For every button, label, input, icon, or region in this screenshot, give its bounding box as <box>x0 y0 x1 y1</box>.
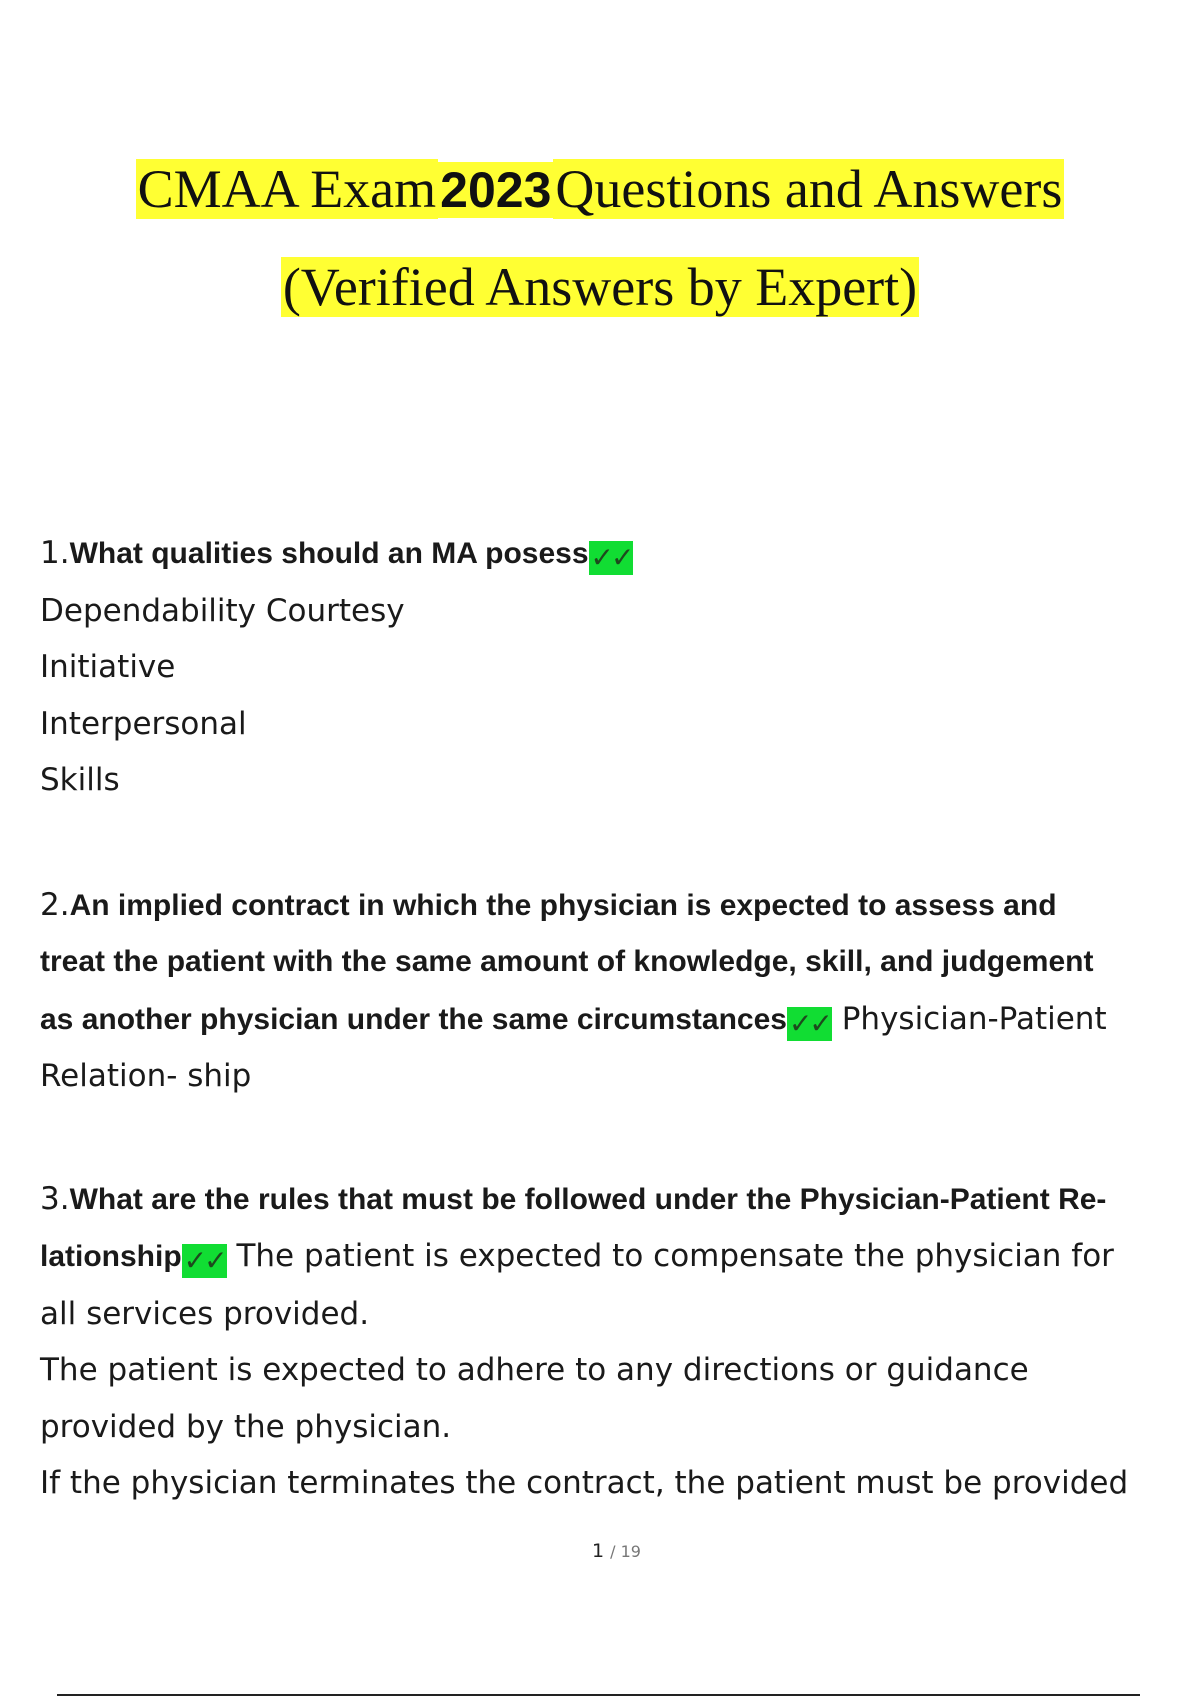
question-text: An implied contract in which the physician is expected to assess and <box>69 888 1057 922</box>
document-title <box>0 140 1200 336</box>
check-mark-icon: ✓✓ <box>183 1244 225 1277</box>
answer-line: Interpersonal <box>40 705 247 742</box>
question-number: 1. <box>40 535 70 571</box>
answer-line: provided by the physician. <box>40 1408 452 1445</box>
question-line <box>40 991 1198 1049</box>
answer-line: The patient is expected to adhere to any directions or guidance <box>40 1352 1029 1388</box>
qa-item-3 <box>40 1171 1198 1512</box>
question-line <box>40 877 1198 935</box>
page-divider <box>57 1694 1140 1696</box>
answer-text: Physician-Patient <box>841 1000 1107 1037</box>
answer-line: Relation- ship <box>40 1058 252 1094</box>
question-number: 3. <box>40 1180 70 1217</box>
question-number: 2. <box>40 886 70 923</box>
answer-line: If the physician terminates the contract, the patient must be provided <box>40 1465 1129 1501</box>
answer-line: Skills <box>40 762 120 798</box>
qa-content <box>40 525 1198 1512</box>
question-text: as another physician under the same circumstances <box>40 1002 787 1036</box>
title-year: 2023 <box>440 162 552 218</box>
question-line <box>40 1171 1198 1229</box>
question-text: treat the patient with the same amount of knowledge, skill, and judgement <box>40 945 1094 978</box>
qa-item-2 <box>40 877 1198 1105</box>
question-text: What qualities should an MA posess <box>69 537 589 570</box>
question-line <box>40 1228 1198 1286</box>
question-text: What are the rules that must be followed under the Physician-Patient Re- <box>69 1182 1107 1216</box>
question-text: lationship <box>40 1240 182 1273</box>
title-subtitle: (Verified Answers by Expert) <box>282 257 918 317</box>
title-text: CMAA Exam <box>137 159 437 219</box>
page-total: / 19 <box>610 1542 641 1561</box>
title-line-2 <box>0 238 1200 336</box>
page-current: 1 <box>592 1540 605 1562</box>
title-text-suffix: Questions and Answers <box>555 159 1063 219</box>
answer-line: Dependability Courtesy <box>40 592 405 629</box>
check-mark-icon: ✓✓ <box>788 1006 830 1040</box>
question-line <box>40 525 1198 583</box>
answer-line: Initiative <box>40 649 176 685</box>
qa-item-1 <box>40 525 1198 809</box>
answer-line: all services provided. <box>40 1295 370 1332</box>
answer-text: The patient is expected to compensate the physician for <box>236 1238 1114 1274</box>
title-line-1 <box>0 140 1200 238</box>
page-number <box>0 1540 1200 1562</box>
check-mark-icon: ✓✓ <box>590 541 632 574</box>
